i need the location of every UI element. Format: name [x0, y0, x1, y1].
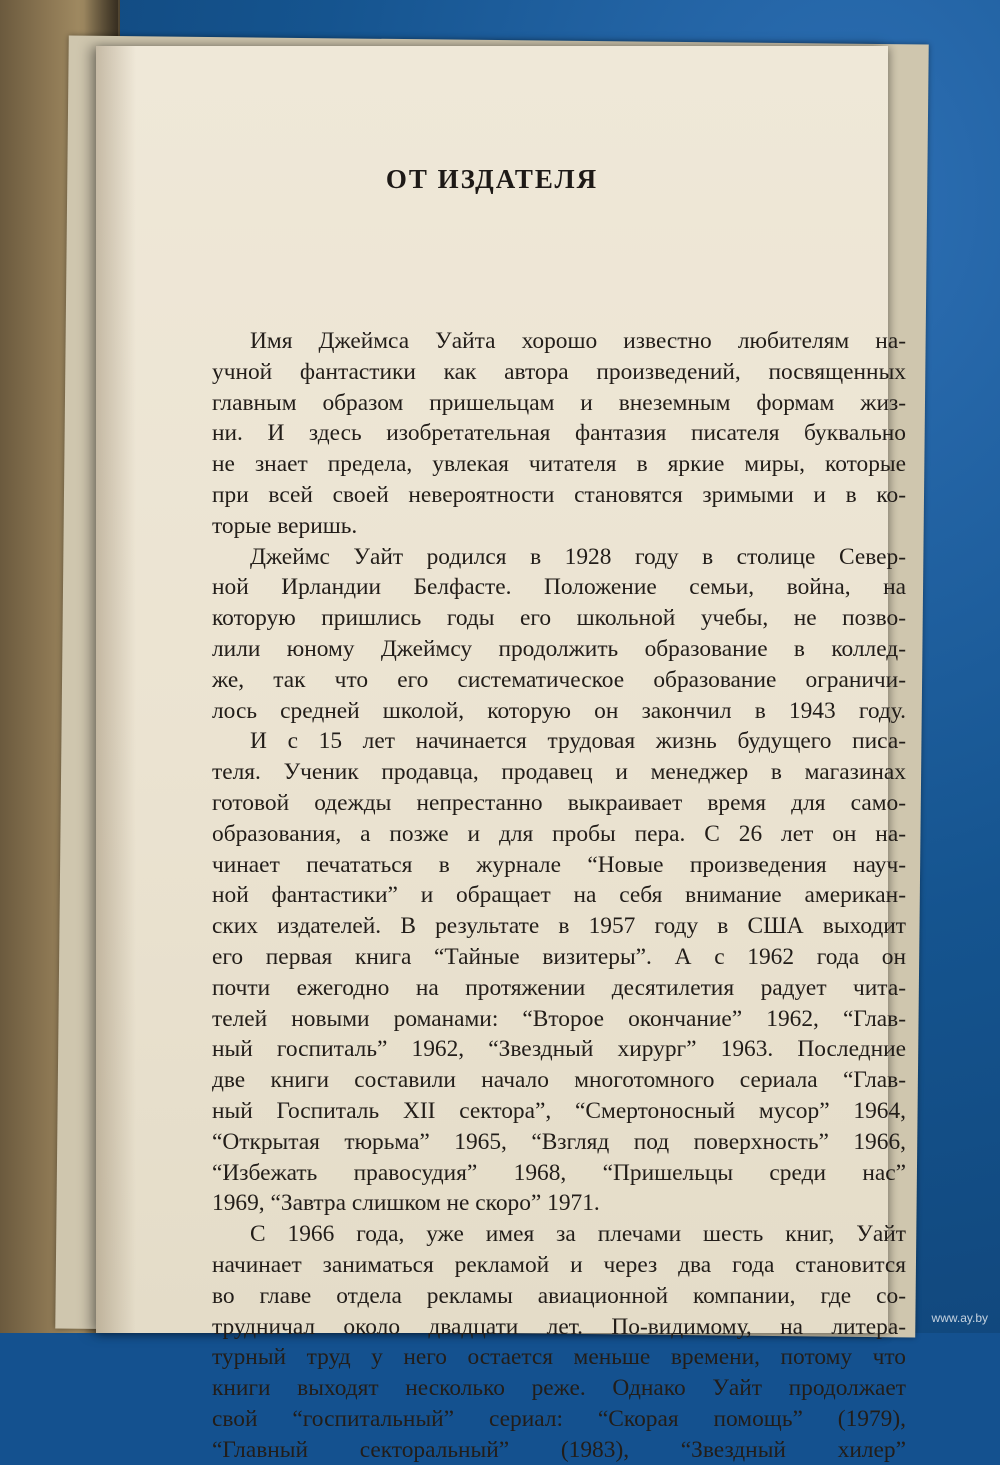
- text-line: ный Госпиталь XII сектора”, “Смертоносный мусор” 1964,: [212, 1097, 906, 1124]
- text-line: его первая книга “Тайные визитеры”. А с 1962 года он: [212, 943, 906, 970]
- text-line: лили юному Джеймсу продолжить образование в коллед-: [212, 635, 906, 662]
- text-line: образования, а позже и для пробы пера. С 26 лет он на-: [212, 820, 906, 847]
- text-line: свой “госпитальный” сериал: “Скорая помощь” (1979),: [212, 1405, 906, 1432]
- text-line: ной фантастики” и обращает на себя внимание американ-: [212, 882, 906, 909]
- book-page: [96, 46, 906, 1463]
- text-line: же, так что его систематическое образование ограничи-: [212, 666, 906, 693]
- text-line: чинает печататься в журнале “Новые произведения науч-: [212, 851, 906, 878]
- text-line: Имя Джеймса Уайта хорошо известно любителям на-: [250, 328, 906, 354]
- text-line: ни. И здесь изобретательная фантазия писателя буквально: [212, 420, 906, 447]
- text-line: две книги составили начало многотомного сериала “Глав-: [212, 1067, 906, 1094]
- text-line: торые веришь.: [212, 512, 358, 539]
- text-line: готовой одежды непрестанно выкраивает время для само-: [212, 789, 906, 816]
- text-line: почти ежегодно на протяжении десятилетия радует чита-: [212, 974, 906, 1001]
- text-line: трудничал около двадцати лет. По-видимому, на литера-: [212, 1313, 906, 1340]
- text-line: книги выходят несколько реже. Однако Уайт продолжает: [212, 1375, 906, 1402]
- text-line: турный труд у него остается меньше времени, потому что: [212, 1344, 906, 1371]
- text-line: “Избежать правосудия” 1968, “Пришельцы среди нас”: [212, 1159, 906, 1186]
- text-line: главным образом пришельцам и внеземным формам жиз-: [212, 389, 906, 416]
- text-line: лось средней школой, которую он закончил в 1943 году.: [212, 697, 906, 724]
- text-line: при всей своей невероятности становятся зримыми и в ко-: [212, 481, 906, 508]
- text-line: которую пришлись годы его школьной учебы, не позво-: [212, 605, 906, 632]
- text-line: телей новыми романами: “Второе окончание” 1962, “Глав-: [212, 1005, 906, 1032]
- text-line: “Главный секторальный” (1983), “Звездный хилер”: [212, 1436, 906, 1463]
- text-line: начинает заниматься рекламой и через два года становится: [212, 1251, 906, 1278]
- body-text: [212, 326, 906, 1465]
- text-line: во главе отдела рекламы авиационной компании, где со-: [212, 1282, 906, 1309]
- text-line: ских издателей. В результате в 1957 году в США выходит: [212, 913, 906, 940]
- text-line: 1969, “Завтра слишком не скоро” 1971.: [212, 1190, 600, 1217]
- page-gutter: [96, 46, 136, 1333]
- text-line: И с 15 лет начинается трудовая жизнь будущего писа-: [250, 728, 906, 755]
- text-line: ный госпиталь” 1962, “Звездный хирург” 1963. Последние: [212, 1036, 906, 1063]
- text-line: учной фантастики как автора произведений, посвященных: [212, 358, 906, 385]
- text-line: С 1966 года, уже имея за плечами шесть книг, Уайт: [250, 1221, 906, 1248]
- text-line: “Открытая тюрьма” 1965, “Взгляд под поверхность” 1966,: [212, 1128, 906, 1155]
- page-heading: ОТ ИЗДАТЕЛЯ: [385, 164, 599, 194]
- watermark-text: www.ay.by: [931, 1311, 988, 1325]
- text-line: Джеймс Уайт родился в 1928 году в столице Север-: [250, 543, 906, 570]
- text-line: не знает предела, увлекая читателя в яркие миры, которые: [212, 451, 906, 478]
- text-line: ной Ирландии Белфасте. Положение семьи, война, на: [212, 574, 906, 601]
- text-line: теля. Ученик продавца, продавец и менеджер в магазинах: [212, 759, 906, 786]
